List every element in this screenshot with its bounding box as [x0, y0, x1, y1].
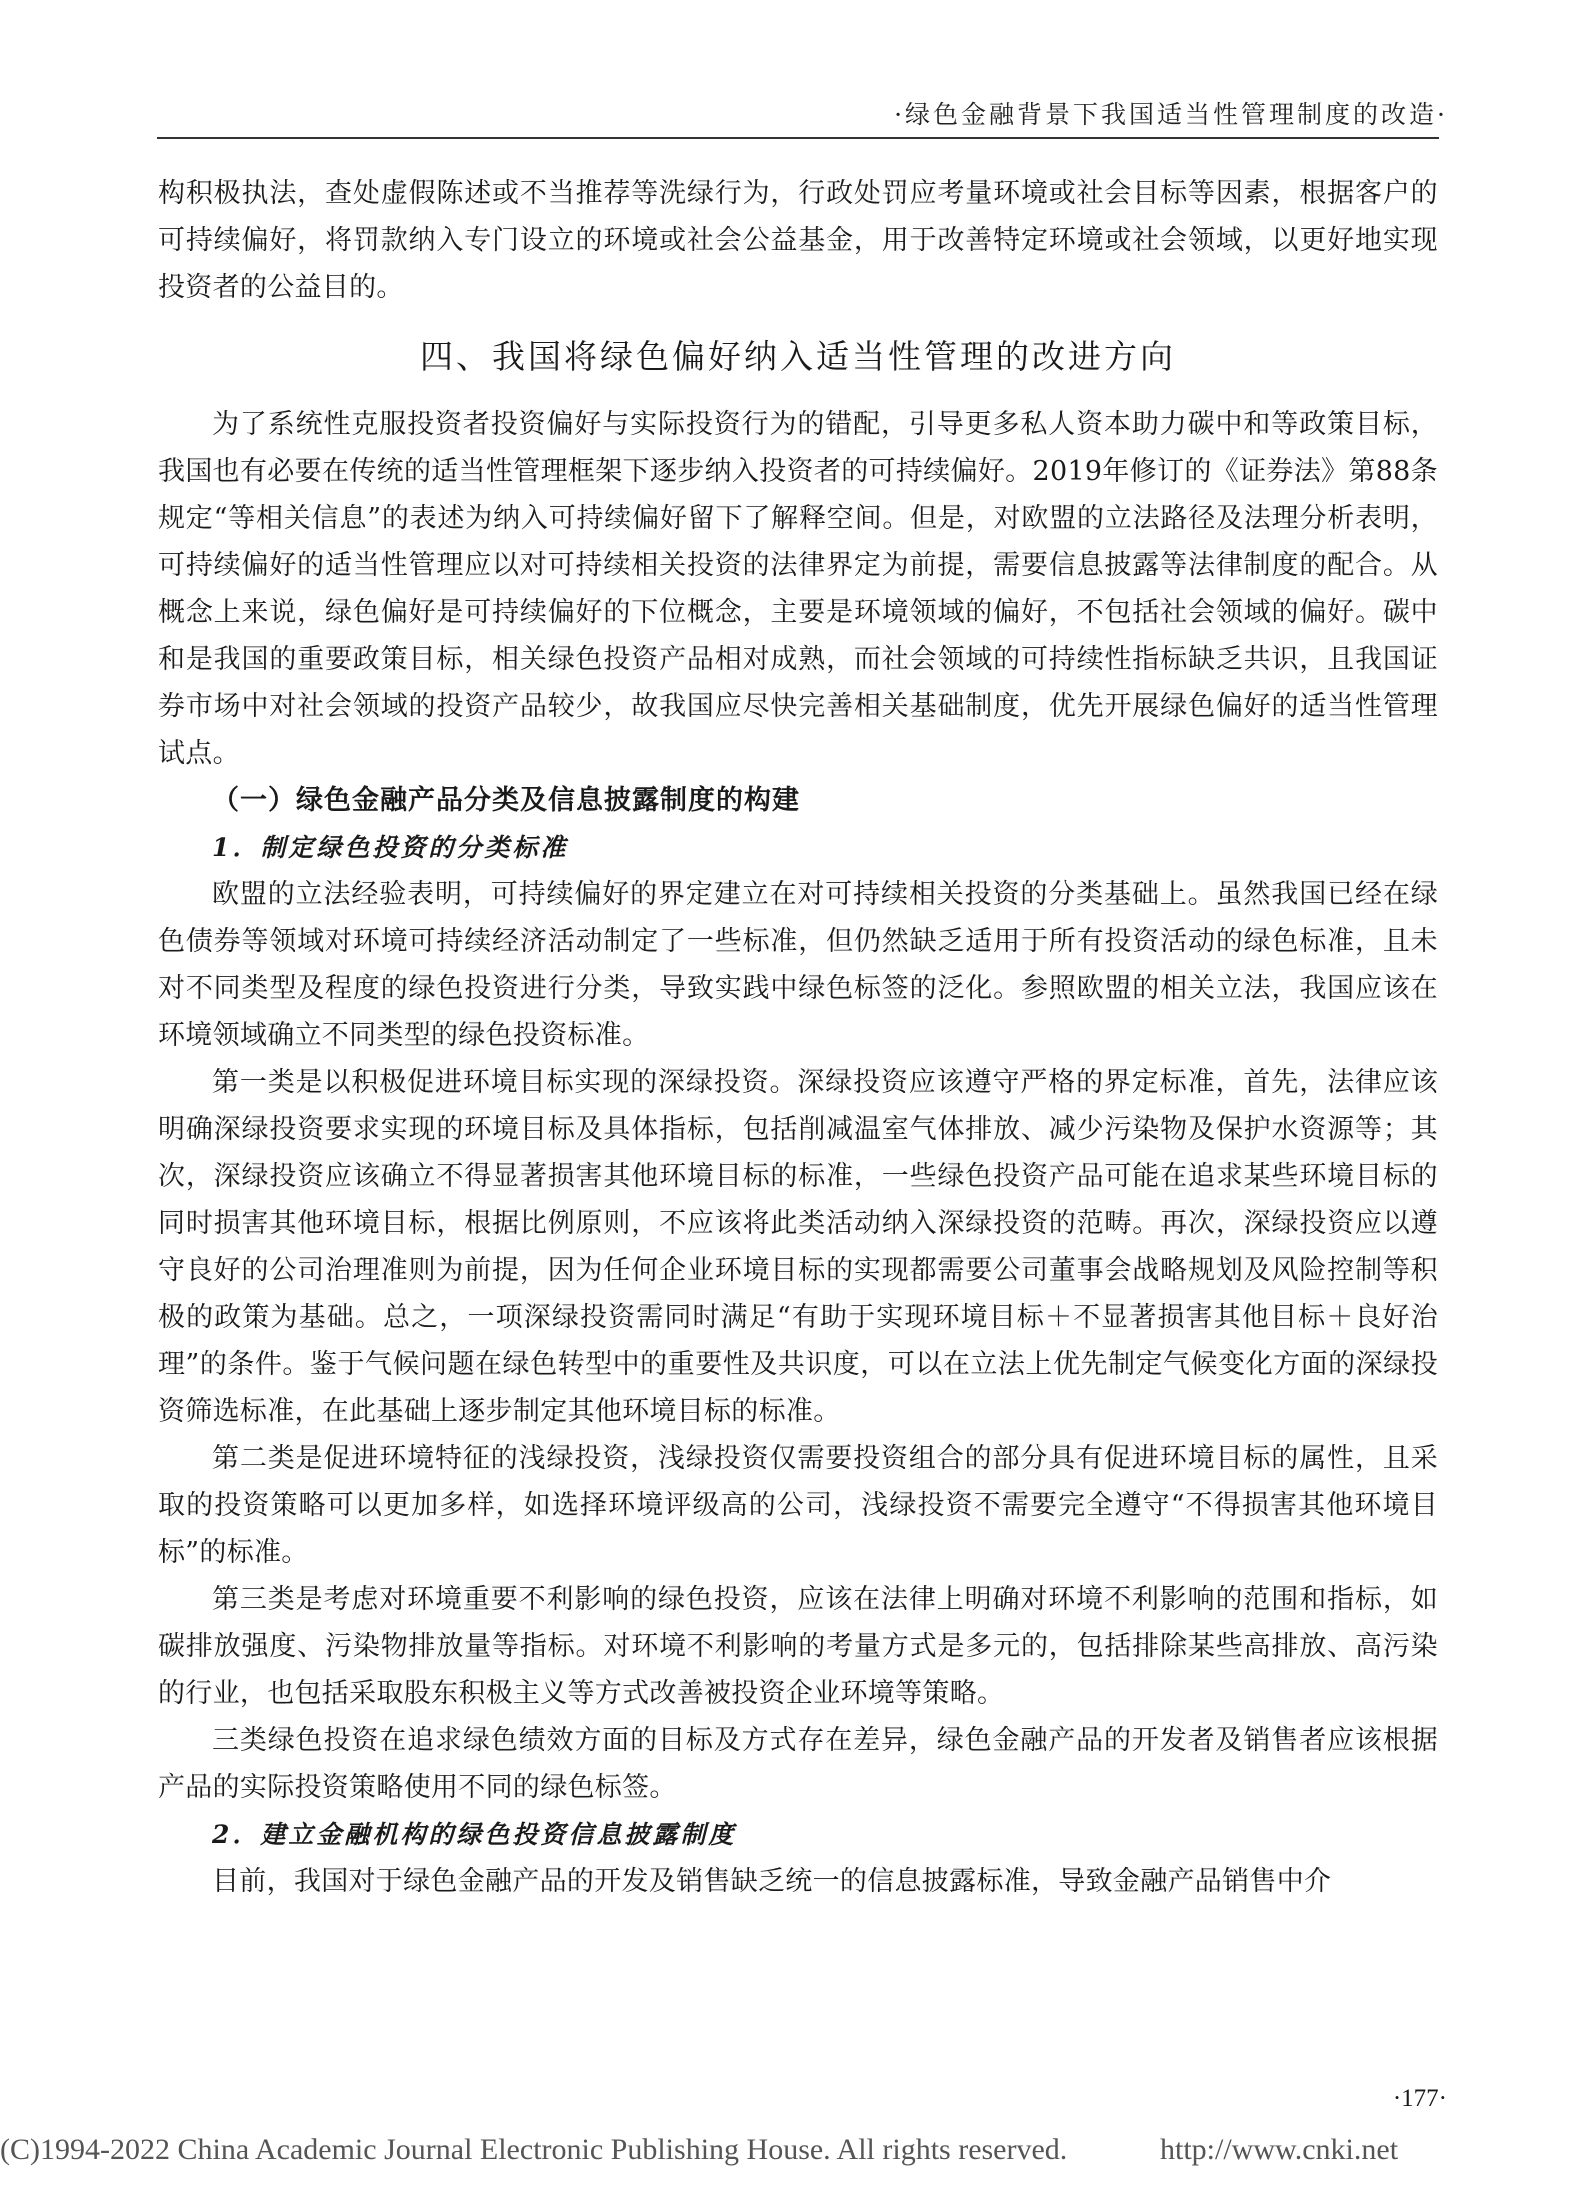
copyright-footer: [0, 2133, 1575, 2173]
paragraph-intro: 构积极执法，查处虚假陈述或不当推荐等洗绿行为，行政处罚应考量环境或社会目标等因素，根据客户的可持续偏好，将罚款纳入专门设立的环境或社会公益基金，用于改善特定环境或社会领域，以更好地实现投资者的公益目的。: [158, 178, 1438, 303]
copyright-url: http://www.cnki.net: [1160, 2133, 1399, 2166]
paragraph-type-3: 第三类是考虑对环境重要不利影响的绿色投资，应该在法律上明确对环境不利影响的范围和指标，如碳排放强度、污染物排放量等指标。对环境不利影响的考量方式是多元的，包括排除某些高排放、高污染的行业，也包括采取股东积极主义等方式改善被投资企业环境等策略。: [158, 1584, 1438, 1709]
page-number: ·177·: [1392, 2085, 1447, 2112]
header-rule: [157, 137, 1439, 139]
subsection-title: （一）绿色金融产品分类及信息披露制度的构建: [212, 785, 800, 816]
paragraph-section-intro: 为了系统性克服投资者投资偏好与实际投资行为的错配，引导更多私人资本助力碳中和等政策目标，我国也有必要在传统的适当性管理框架下逐步纳入投资者的可持续偏好。2019年修订的《证券法》第88条规定“等相关信息”的表述为纳入可持续偏好留下了解释空间。但是，对欧盟的立法路径及法理分析表明，可持续偏好的适当性管理应以对可持续相关投资的法律界定为前提，需要信息披露等法律制度的配合。从概念上来说，绿色偏好是可持续偏好的下位概念，主要是环境领域的偏好，不包括社会领域的偏好。碳中和是我国的重要政策目标，相关绿色投资产品相对成熟，而社会领域的可持续性指标缺乏共识，且我国证券市场中对社会领域的投资产品较少，故我国应尽快完善相关基础制度，优先开展绿色偏好的适当性管理试点。: [158, 409, 1438, 769]
item-title-1: 1．制定绿色投资的分类标准: [212, 833, 569, 862]
article-body: [158, 170, 1438, 1905]
running-header: ·绿色金融背景下我国适当性管理制度的改造·: [894, 100, 1448, 129]
copyright-notice: (C)1994-2022 China Academic Journal Electronic Publishing House. All rights reserved.: [0, 2133, 1068, 2166]
section-title: 四、我国将绿色偏好纳入适当性管理的改进方向: [420, 337, 1176, 376]
item-title-2: 2．建立金融机构的绿色投资信息披露制度: [212, 1820, 737, 1849]
paragraph-item-1: 欧盟的立法经验表明，可持续偏好的界定建立在对可持续相关投资的分类基础上。虽然我国已经在绿色债券等领域对环境可持续经济活动制定了一些标准，但仍然缺乏适用于所有投资活动的绿色标准，且未对不同类型及程度的绿色投资进行分类，导致实践中绿色标签的泛化。参照欧盟的相关立法，我国应该在环境领域确立不同类型的绿色投资标准。: [158, 879, 1438, 1051]
paragraph-type-1: 第一类是以积极促进环境目标实现的深绿投资。深绿投资应该遵守严格的界定标准，首先，法律应该明确深绿投资要求实现的环境目标及具体指标，包括削减温室气体排放、减少污染物及保护水资源等；其次，深绿投资应该确立不得显著损害其他环境目标的标准，一些绿色投资产品可能在追求某些环境目标的同时损害其他环境目标，根据比例原则，不应该将此类活动纳入深绿投资的范畴。再次，深绿投资应以遵守良好的公司治理准则为前提，因为任何企业环境目标的实现都需要公司董事会战略规划及风险控制等积极的政策为基础。总之，一项深绿投资需同时满足“有助于实现环境目标＋不显著损害其他目标＋良好治理”的条件。鉴于气候问题在绿色转型中的重要性及共识度，可以在立法上优先制定气候变化方面的深绿投资筛选标准，在此基础上逐步制定其他环境目标的标准。: [158, 1067, 1438, 1427]
paragraph-type-2: 第二类是促进环境特征的浅绿投资，浅绿投资仅需要投资组合的部分具有促进环境目标的属性，且采取的投资策略可以更加多样，如选择环境评级高的公司，浅绿投资不需要完全遵守“不得损害其他环境目标”的标准。: [158, 1443, 1438, 1568]
paragraph-summary: 三类绿色投资在追求绿色绩效方面的目标及方式存在差异，绿色金融产品的开发者及销售者应该根据产品的实际投资策略使用不同的绿色标签。: [158, 1725, 1438, 1803]
paragraph-item-2: 目前，我国对于绿色金融产品的开发及销售缺乏统一的信息披露标准，导致金融产品销售中介: [212, 1866, 1332, 1897]
